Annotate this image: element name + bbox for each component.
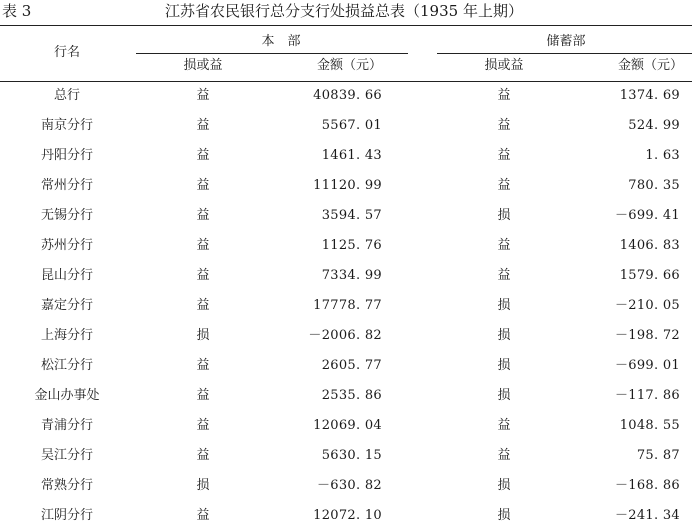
row-14-savings-profit-loss: 损	[497, 508, 511, 523]
row-6-branch: 昆山分行	[40, 268, 94, 283]
row-1-savings-profit-loss: 益	[497, 118, 511, 133]
top-rule	[0, 25, 692, 26]
main-group-rule	[136, 53, 408, 54]
row-11-savings-profit-loss: 益	[497, 418, 511, 433]
row-14-branch: 江阴分行	[40, 508, 94, 523]
row-7-savings-profit-loss: 损	[497, 298, 511, 313]
header-savings-amount: 金额（元）	[617, 58, 683, 73]
row-12-savings-amount: 75. 87	[636, 448, 680, 463]
row-12-main-profit-loss: 益	[196, 448, 210, 463]
header-savings-profit-loss: 损或益	[484, 58, 524, 73]
row-2-savings-profit-loss: 益	[497, 148, 511, 163]
row-5-savings-profit-loss: 益	[497, 238, 511, 253]
row-11-savings-amount: 1048. 55	[619, 418, 680, 433]
header-main-amount: 金额（元）	[316, 58, 382, 73]
row-13-savings-amount: －168. 86	[614, 478, 680, 493]
row-2-savings-amount: 1. 63	[645, 148, 680, 163]
row-12-branch: 吴江分行	[40, 448, 94, 463]
row-3-branch: 常州分行	[40, 178, 94, 193]
row-1-branch: 南京分行	[40, 118, 94, 133]
row-9-branch: 松江分行	[40, 358, 94, 373]
row-3-savings-profit-loss: 益	[497, 178, 511, 193]
row-9-savings-profit-loss: 损	[497, 358, 511, 373]
row-11-main-profit-loss: 益	[196, 418, 210, 433]
row-0-savings-amount: 1374. 69	[619, 88, 680, 103]
row-7-main-amount: 17778. 77	[313, 298, 382, 313]
row-11-main-amount: 12069. 04	[313, 418, 382, 433]
row-5-main-profit-loss: 益	[196, 238, 210, 253]
row-4-main-amount: 3594. 57	[321, 208, 382, 223]
row-11-branch: 青浦分行	[40, 418, 94, 433]
header-branch: 行名	[53, 45, 81, 60]
row-4-savings-profit-loss: 损	[497, 208, 511, 223]
row-7-savings-amount: －210. 05	[614, 298, 680, 313]
row-2-branch: 丹阳分行	[40, 148, 94, 163]
row-4-branch: 无锡分行	[40, 208, 94, 223]
row-1-savings-amount: 524. 99	[628, 118, 680, 133]
row-3-main-amount: 11120. 99	[313, 178, 382, 193]
row-7-main-profit-loss: 益	[196, 298, 210, 313]
row-6-savings-amount: 1579. 66	[619, 268, 680, 283]
row-8-savings-profit-loss: 损	[497, 328, 511, 343]
header-group-savings: 储蓄部	[546, 34, 586, 49]
row-0-branch: 总行	[53, 88, 81, 103]
row-12-main-amount: 5630. 15	[321, 448, 382, 463]
row-13-savings-profit-loss: 损	[497, 478, 511, 493]
row-4-savings-amount: －699. 41	[614, 208, 680, 223]
row-8-savings-amount: －198. 72	[614, 328, 680, 343]
row-3-savings-amount: 780. 35	[628, 178, 680, 193]
row-4-main-profit-loss: 益	[196, 208, 210, 223]
header-main-profit-loss: 损或益	[183, 58, 223, 73]
row-5-branch: 苏州分行	[40, 238, 94, 253]
row-5-savings-amount: 1406. 83	[619, 238, 680, 253]
row-8-main-profit-loss: 损	[196, 328, 210, 343]
row-10-branch: 金山办事处	[34, 388, 100, 403]
row-9-savings-amount: －699. 01	[614, 358, 680, 373]
row-6-main-amount: 7334. 99	[321, 268, 382, 283]
row-1-main-amount: 5567. 01	[321, 118, 382, 133]
row-1-main-profit-loss: 益	[196, 118, 210, 133]
row-8-branch: 上海分行	[40, 328, 94, 343]
row-10-savings-profit-loss: 损	[497, 388, 511, 403]
row-5-main-amount: 1125. 76	[321, 238, 382, 253]
table-number: 表 3	[2, 2, 32, 20]
row-2-main-profit-loss: 益	[196, 148, 210, 163]
row-10-main-amount: 2535. 86	[321, 388, 382, 403]
table-title: 江苏省农民银行总分支行处损益总表（1935 年上期）	[165, 2, 523, 20]
row-0-main-profit-loss: 益	[196, 88, 210, 103]
row-10-savings-amount: －117. 86	[614, 388, 680, 403]
row-6-savings-profit-loss: 益	[497, 268, 511, 283]
header-group-main: 本 部	[261, 34, 301, 49]
row-9-main-profit-loss: 益	[196, 358, 210, 373]
row-0-main-amount: 40839. 66	[313, 88, 382, 103]
row-6-main-profit-loss: 益	[196, 268, 210, 283]
header-rule	[0, 81, 692, 82]
row-12-savings-profit-loss: 益	[497, 448, 511, 463]
row-13-main-profit-loss: 损	[196, 478, 210, 493]
row-13-main-amount: －630. 82	[316, 478, 382, 493]
row-14-main-amount: 12072. 10	[313, 508, 382, 523]
row-14-main-profit-loss: 益	[196, 508, 210, 523]
savings-group-rule	[437, 53, 692, 54]
row-13-branch: 常熟分行	[40, 478, 94, 493]
row-3-main-profit-loss: 益	[196, 178, 210, 193]
row-0-savings-profit-loss: 益	[497, 88, 511, 103]
row-2-main-amount: 1461. 43	[321, 148, 382, 163]
row-14-savings-amount: －241. 34	[614, 508, 680, 523]
row-10-main-profit-loss: 益	[196, 388, 210, 403]
row-7-branch: 嘉定分行	[40, 298, 94, 313]
row-8-main-amount: －2006. 82	[308, 328, 382, 343]
row-9-main-amount: 2605. 77	[321, 358, 382, 373]
